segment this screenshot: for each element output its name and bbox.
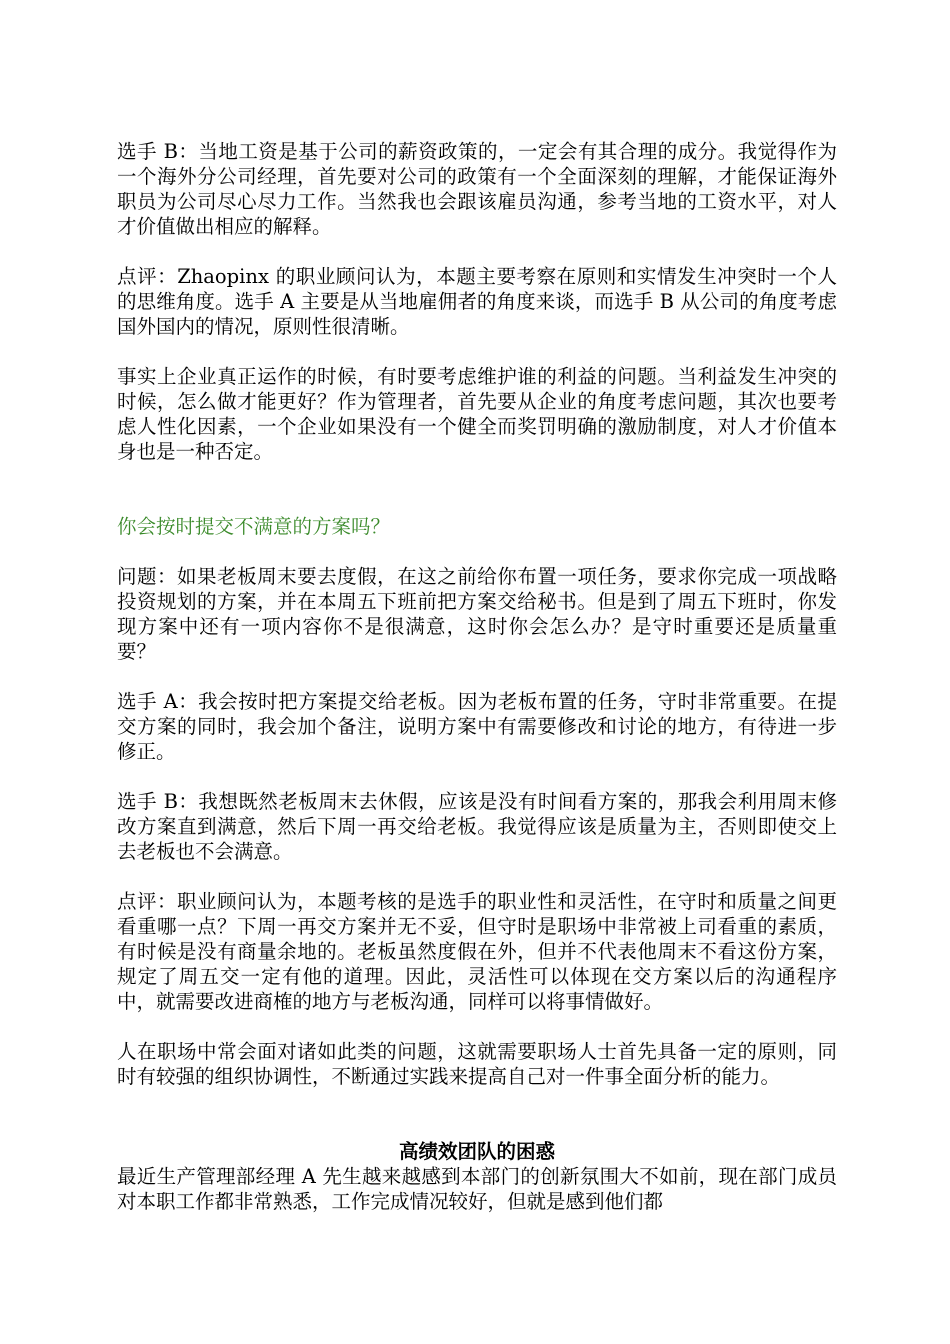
paragraph-team-intro: 最近生产管理部经理 A 先生越来越感到本部门的创新氛围大不如前，现在部门成员对本职工作都非常熟悉，工作完成情况较好，但就是感到他们都 — [117, 1165, 837, 1213]
paragraph-business-reality: 事实上企业真正运作的时候，有时要考虑维护谁的利益的问题。当利益发生冲突的时候，怎么做才能更好？作为管理者，首先要从企业的角度考虑问题，其次也要考虑人性化因素，一个企业如果没有一个健全而奖罚明确的激励制度，对人才价值本身也是一种否定。 — [117, 365, 837, 463]
paragraph-contestant-b-answer-1: 选手 B：当地工资是基于公司的薪资政策的，一定会有其合理的成分。我觉得作为一个海外分公司经理，首先要对公司的政策有一个全面深刻的理解，才能保证海外职员为公司尽心尽力工作。当然我也会跟该雇员沟通，参考当地的工资水平，对人才价值做出相应的解释。 — [117, 140, 837, 238]
paragraph-commentary-2: 点评：职业顾问认为，本题考核的是选手的职业性和灵活性，在守时和质量之间更看重哪一点？下周一再交方案并无不妥，但守时是职场中非常被上司看重的素质，有时候是没有商量余地的。老板虽然度假在外，但并不代表他周末不看这份方案，规定了周五交一定有他的道理。因此，灵活性可以体现在交方案以后的沟通程序中，就需要改进商榷的地方与老板沟通，同样可以将事情做好。 — [117, 890, 837, 1013]
paragraph-commentary-1: 点评：Zhaopinx 的职业顾问认为，本题主要考察在原则和实情发生冲突时一个人的思维角度。选手 A 主要是从当地雇佣者的角度来谈，而选手 B 从公司的角度考虑国外国内的情况，原则性很清晰。 — [117, 265, 837, 338]
paragraph-question: 问题：如果老板周末要去度假，在这之前给你布置一项任务，要求你完成一项战略投资规划的方案，并在本周五下班前把方案交给秘书。但是到了周五下班时，你发现方案中还有一项内容你不是很满意，这时你会怎么办？是守时重要还是质量重要？ — [117, 565, 837, 663]
document-page — [117, 139, 837, 1214]
paragraph-contestant-a-answer: 选手 A：我会按时把方案提交给老板。因为老板布置的任务，守时非常重要。在提交方案的同时，我会加个备注，说明方案中有需要修改和讨论的地方，有待进一步修正。 — [117, 690, 837, 763]
section-heading-submit-plan: 你会按时提交不满意的方案吗？ — [117, 515, 391, 538]
paragraph-contestant-b-answer-2: 选手 B：我想既然老板周末去休假，应该是没有时间看方案的，那我会利用周末修改方案直到满意，然后下周一再交给老板。我觉得应该是质量为主，否则即使交上去老板也不会满意。 — [117, 790, 837, 863]
paragraph-workplace-summary: 人在职场中常会面对诸如此类的问题，这就需要职场人士首先具备一定的原则，同时有较强的组织协调性，不断通过实践来提高自己对一件事全面分析的能力。 — [117, 1040, 837, 1088]
section-heading-team-dilemma: 高绩效团队的困惑 — [398, 1140, 555, 1163]
